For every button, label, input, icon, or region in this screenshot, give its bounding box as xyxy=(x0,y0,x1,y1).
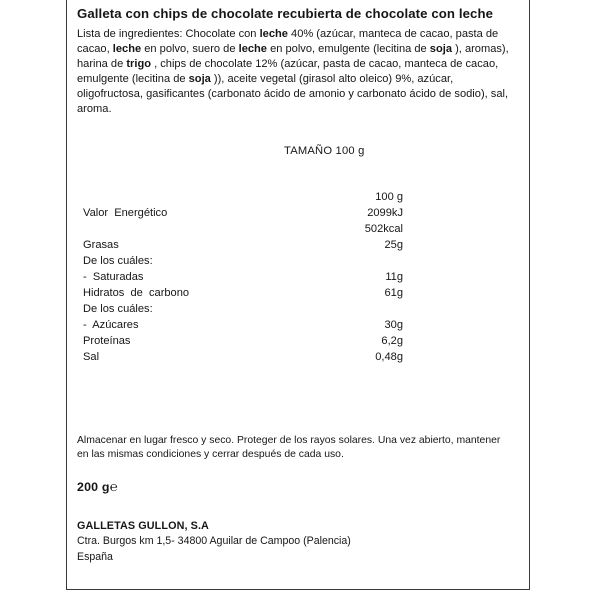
table-row xyxy=(77,254,519,270)
product-title: Galleta con chips de chocolate recubierta de chocolate con leche xyxy=(77,6,494,21)
allergen-soja: soja xyxy=(429,43,452,56)
allergen-leche: leche xyxy=(238,43,267,56)
table-row xyxy=(77,238,519,254)
nutrient-label: - Saturadas xyxy=(83,270,144,283)
table-column-header: 100 g xyxy=(375,190,403,203)
manufacturer-address: Ctra. Burgos km 1,5- 34800 Aguilar de Campoo (Palencia) xyxy=(77,535,351,548)
nutrient-label: De los cuáles: xyxy=(83,254,153,267)
nutrient-value: 30g xyxy=(384,318,403,331)
nutrient-value: 61g xyxy=(384,286,403,299)
nutrient-value: 2099kJ xyxy=(367,206,403,219)
net-weight xyxy=(77,479,519,494)
nutrient-label: Valor Energético xyxy=(83,206,168,219)
estimated-sign-icon: ℮ xyxy=(109,479,118,495)
table-row xyxy=(77,206,519,222)
table-row xyxy=(77,270,519,286)
table-row xyxy=(77,302,519,318)
allergen-leche: leche xyxy=(259,28,288,41)
allergen-soja: soja xyxy=(188,73,211,86)
nutrient-value xyxy=(283,254,519,270)
manufacturer-name: GALLETAS GULLON, S.A xyxy=(77,520,209,533)
nutrition-facts-table xyxy=(77,190,519,366)
nutrient-value: 0,48g xyxy=(375,350,403,363)
nutrient-label xyxy=(77,222,283,238)
table-header-blank xyxy=(77,190,283,206)
serving-size-text: TAMAÑO 100 g xyxy=(284,144,365,157)
nutrient-label: - Azúcares xyxy=(83,318,139,331)
storage-instructions: Almacenar en lugar fresco y seco. Proteger de los rayos solares. Una vez abierto, mantener en las mismas condiciones y cerrar después de cada uso. xyxy=(77,434,501,461)
allergen-leche: leche xyxy=(112,43,142,56)
nutrient-value: 25g xyxy=(384,238,403,251)
manufacturer-block xyxy=(77,518,519,566)
nutrient-value: 502kcal xyxy=(364,222,403,235)
ingredients-list: Lista de ingredientes: Chocolate con leche 40% (azúcar, manteca de cacao, pasta de cacao, leche en polvo, suero de leche en polvo, emulgente (lecitina de soja ), aromas), harina de trigo , chips de chocolate 12% (azúcar, pasta de cacao, manteca de cacao, emulgente (lecitina de soja )), aceite vegetal (girasol alto oleico) 9%, azúcar, oligofructosa, gasificantes (carbonato ácido de amonio y carbonato ácido de sodio), sal, aroma. xyxy=(77,28,509,115)
nutrient-label: De los cuáles: xyxy=(83,302,153,315)
nutrient-value xyxy=(283,302,519,318)
table-row xyxy=(77,334,519,350)
table-row xyxy=(77,222,519,238)
table-header-row xyxy=(77,190,519,206)
manufacturer-country: España xyxy=(77,551,113,564)
table-row xyxy=(77,350,519,366)
nutrient-value: 11g xyxy=(385,270,403,283)
net-weight-value: 200 g xyxy=(77,480,110,495)
nutrient-label: Proteínas xyxy=(83,334,131,347)
nutrient-label: Grasas xyxy=(83,238,119,251)
nutrient-label: Hidratos de carbono xyxy=(83,286,190,299)
nutrient-value: 6,2g xyxy=(381,334,403,347)
allergen-trigo: trigo xyxy=(126,58,151,71)
nutrition-label-panel xyxy=(66,0,530,590)
table-row xyxy=(77,318,519,334)
nutrient-label: Sal xyxy=(83,350,100,363)
table-row xyxy=(77,286,519,302)
